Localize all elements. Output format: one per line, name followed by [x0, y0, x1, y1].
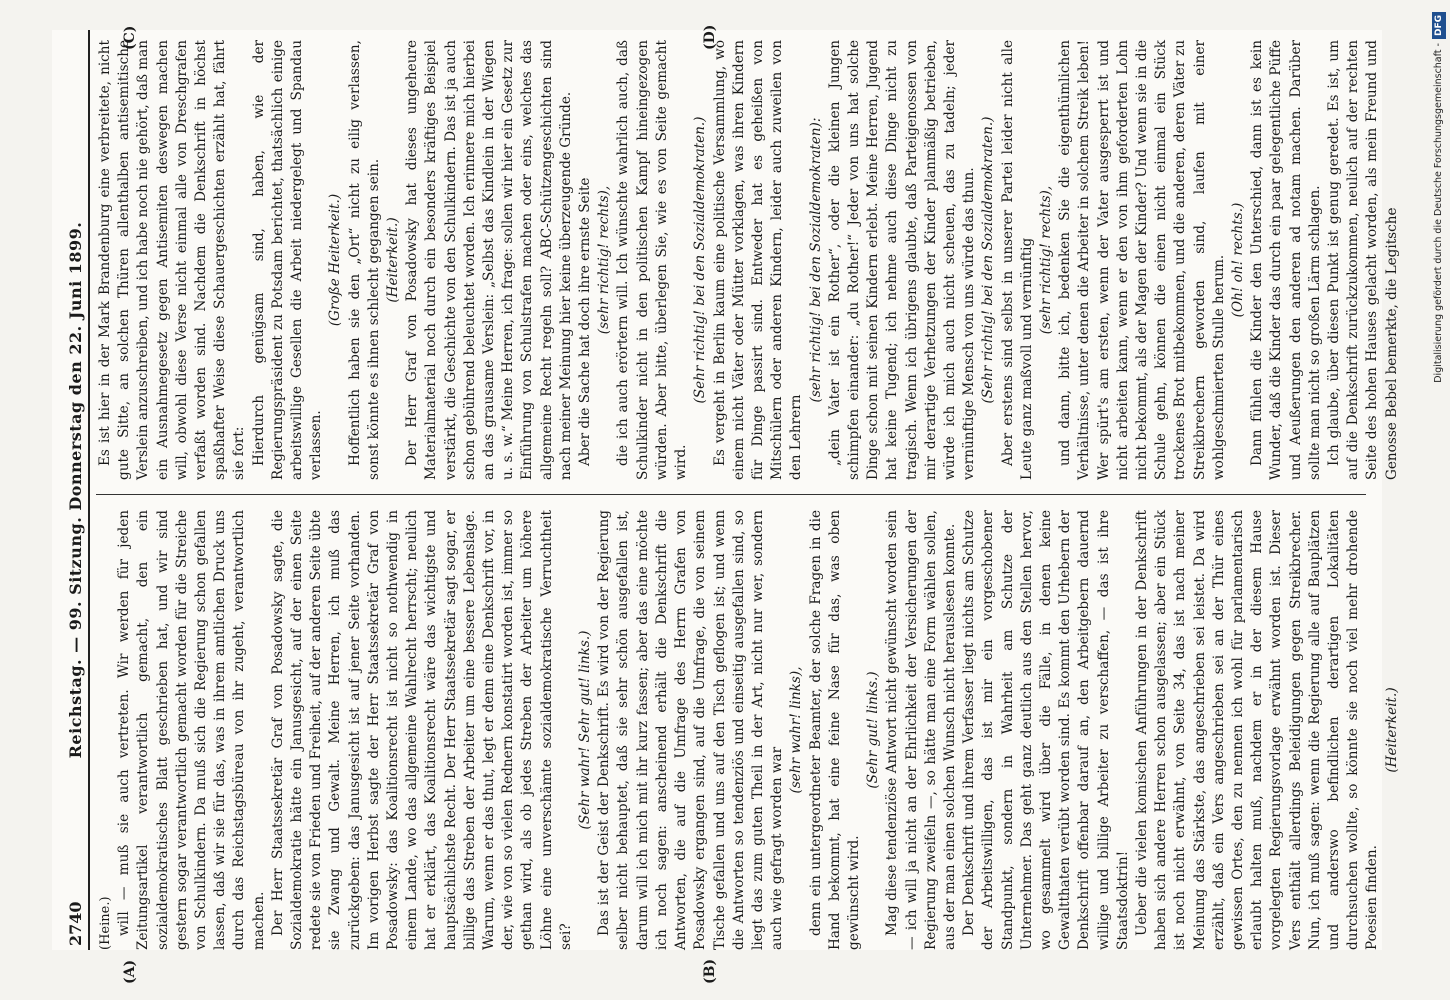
- interjection: (sehr wahr! links),: [788, 666, 805, 794]
- paragraph: Aber erstens sind selbst in unserer Partei leider nicht alle Leute ganz maßvoll und vernünftig: [999, 40, 1035, 480]
- paragraph: Dann fühlen die Kinder den Unterschied, dann ist es kein Wunder, daß die Kinder das durch ein paar gelegentliche Püffe und Aeußerungen den anderen ad notam machen. Darüber sollte man nicht so großen Lärm schlagen.: [1249, 40, 1323, 480]
- paragraph: Es ist hier in der Mark Brandenburg eine verbreitete, nicht gute Sitte, an solchen Thüren allenthalben antisemitische Verslein anzuschreiben, und ich habe noch nie gehört, daß man ein Ausnahmegesetz gegen Antisemiten deswegen machen will, obwohl diese Verse nicht einmal alle von Dreschgrafen verfaßt worden sind. Nachdem die Denkschrift in höchst spaßhafter Weise diese Schauergeschichten erzählt hat, fährt sie fort:: [97, 40, 248, 480]
- interjection: (Heiterkeit.): [385, 217, 402, 303]
- digitization-text: Digitalisierung gefördert durch die Deutsche Forschungsgemeinschaft -: [1433, 43, 1444, 383]
- paragraph: Der Herr Staatssekretär Graf von Posadowsky sagte, die Sozialdemokratie hätte ein Janusgesicht, auf der einen Seite redete sie von Frieden und Freiheit, auf der anderen Seite übte sie Zwang und Gewalt. Meine Herren, ich muß das zurückgeben: das Janusgesicht ist auf jener Seite vorhanden. Im vorigen Herbst sagte der Herr Staatssekretär Graf von Posadowsky: das Koalitionsrecht ist nicht so nothwendig in einem Lande, wo das allgemeine Wahlrecht herrscht; neulich hat er erklärt, das Koalitionsrecht wäre das wichtigste und hauptsächlichste Recht. Der Herr Staatssekretär sagt sogar, er billige das Streben der Arbeiter um eine bessere Lebenslage. Warum, wenn er das thut, legt er denn eine Denkschrift vor, in der, wie von so vielen Rednern konstatirt worden ist, immer so gethan wird, als ob jedes Streben der Arbeiter um höhere Löhne eine unverschämte sozialdemokratische Verruchtheit sei?: [269, 510, 574, 950]
- paragraph: Der Herr Graf von Posadowsky hat dieses ungeheure Materialmaterial noch durch ein besonders kräftiges Beispiel verstärkt, die Geschichte von den Schulkindern. Das ist ja auch schon gebührend beleuchtet worden. Ich erinnere mich hierbei an das grausame Verslein: „Selbst das Kindlein in der Wiegen u. s. w.“ Meine Herren, ich frage: sollen wir hier ein Gesetz zur Einführung von Schulstrafen machen oder eins, welches das allgemeine Recht regeln soll? ABC-Schützengeschichten sind nach meiner Meinung hier keine überzeugende Gründe.: [404, 40, 574, 480]
- margin-marker-d: (D): [702, 24, 718, 50]
- paragraph: Ueber die vielen komischen Anführungen in der Denkschrift haben sich andere Herren schon ausgelassen; aber ein Stück ist noch nicht erwähnt, von Seite 34, das ist nach meiner Meinung das Stärkste, das angeschrieben sei leistet. Da wird erzählt, daß ein Vers angeschrieben sei an der Thür eines gewissen Ortes, den zu nennen ich wohl für parlamentarisch erlaubt halten muß, nachdem er in der diesem Hause vorgelegten Regierungsvorlage erwähnt worden ist. Dieser Vers enthält allerdings Beleidigungen gegen Streikbrecher. Nun, ich muß sagen: wenn die Regierung alle auf Bauplätzen und anderswo befindlichen derartigen Lokalitäten durchsuchen wollte, so könnte sie noch viel mehr drohende Poesien finden.: [1133, 510, 1381, 950]
- paragraph: Hoffentlich haben sie den „Ort“ nicht zu eilig verlassen, sonst könnte es ihnen schlecht gegangen sein.: [346, 40, 382, 480]
- interjection: (Sehr richtig! bei den Sozialdemokraten.): [692, 116, 709, 404]
- page-header: [52, 30, 92, 950]
- paragraph: die ich auch erörtern will. Ich wünschte wahrlich auch, daß Schulkinder nicht in den politischen Kampf hineingezogen würden. Aber bitte, überlegen Sie, wie es von Seite gemacht wird.: [615, 40, 690, 480]
- interjection: (sehr richtig! rechts),: [1037, 185, 1054, 335]
- running-title: Reichstag. — 99. Sitzung. Donnerstag den 22. Juni 1899.: [66, 221, 85, 759]
- paragraph: Ich glaube, über diesen Punkt ist genug geredet. Es ist, um auf die Denkschrift zurückzukommen, neulich auf der rechten Seite des hohen Hauses gelacht worden, als mein Freund und Genosse Bebel bemerkte, die Legitsche: [1326, 40, 1400, 480]
- paragraph: und dann, bitte ich, bedenken Sie die eigenthümlichen Verhältnisse, unter denen die Arbeiter in solchem Streik leben! Wer spürt's am ersten, wenn der Vater ausgesperrt ist und nicht arbeiten kann, wenn er den von ihm geforderten Lohn nicht bekommt, als der Magen der Kinder? Und wenn sie in die Schule gehn, können die einen nicht einmal ein Stück trockenes Brot mitbekommen, und die anderen, deren Väter zu Streikbrechern geworden sind, laufen mit einer wohlgeschmierten Stulle herum.: [1057, 40, 1227, 480]
- interjection: (Sehr wahr! Sehr gut! links.): [577, 630, 594, 830]
- interjection: (Große Heiterkeit.): [327, 193, 344, 327]
- margin-marker-a: (A): [122, 959, 138, 984]
- paragraph: denn ein untergeordneter Beamter, der solche Fragen in die Hand bekommt, hat eine feine Nase für das, was oben gewünscht wird.: [807, 510, 862, 950]
- interjection: (Sehr richtig! bei den Sozialdemokraten.): [980, 116, 997, 404]
- digitization-note: [1410, 8, 1444, 992]
- dfg-logo: DFG: [1432, 12, 1446, 39]
- header-rule: [88, 30, 90, 950]
- paragraph: Aber die Sache hat doch ihre ernste Seite: [577, 177, 594, 466]
- paragraph: Der Denkschrift und ihrem Verfasser liegt nichts am Schutze der Arbeitswilligen, das ist mir ein vorgeschobener Standpunkt, sondern in Wahrheit am Schutze der Unternehmer. Das geht ganz deutlich aus den Stellen hervor, wo gesammelt wird über die Fälle, in denen keine Gewaltthaten verübt worden sind. Es kommt den Urhebern der Denkschrift offenbar darauf an, den Arbeitgebern dauernd willige und billige Arbeiter zu verschaffen, — das ist ihre Staatsdoktrin!: [961, 510, 1131, 950]
- interjection: (sehr richtig! rechts),: [596, 185, 613, 335]
- left-column: [96, 510, 1400, 950]
- paragraph: Es vergeht in Berlin kaum eine politische Versammlung, wo einem nicht Väter oder Mütter vorklagen, was ihren Kindern für Dinge passirt sind. Entweder hat es geheißen von Mitschülern oder anderen Kindern, leider auch zuweilen von den Lehrern: [711, 40, 805, 480]
- margin-marker-b: (B): [702, 958, 718, 984]
- paragraph: Das ist der Geist der Denkschrift. Es wird von der Regierung selber nicht behauptet, daß sie sehr schön ausgefallen ist, darum will ich mich mit ihr kurz fassen; aber das eine möchte ich noch sagen: anscheinend erhält die Denkschrift die Antworten, die auf die Umfrage des Herrn Grafen von Posadowsky ergangen sind, auf die Umfrage, die von seinem Tische gefallen und uns auf den Tisch geflogen ist; und wenn die Antworten so tendenziös und einseitig ausgefallen sind, so liegt das zum guten Theil in der Art, nicht nur wer, sondern auch wie gefragt worden war: [596, 510, 786, 950]
- interjection: (Sehr gut! links.): [865, 671, 882, 789]
- page-number: 2740: [66, 901, 85, 946]
- interjection: (sehr richtig! bei den Sozialdemokraten):: [807, 117, 824, 403]
- right-column: [96, 40, 1400, 480]
- speaker-name: (Heine.): [98, 896, 113, 950]
- column-divider: [96, 494, 1366, 495]
- rotated-page: [52, 24, 1400, 984]
- paragraph: Hierdurch genügsam sind, haben, wie der Regierungspräsident zu Potsdam berichtet, thatsächlich einige arbeitswillige Gesellen die Arbeit niedergelegt und Spandau verlassen.: [250, 40, 325, 480]
- interjection: (Heiterkeit.): [1383, 687, 1400, 773]
- paragraph: will — muß sie auch vertreten. Wir werden für jeden Zeitungsartikel verantwortlich gemacht, den ein sozialdemokratisches Blatt geschrieben hat, und wir sind gestern sogar verantwortlich gemacht worden für die Streiche von Schulkindern. Da muß sich die Regierung schon gefallen lassen, daß wir sie für das, was in ihrem amtlichen Druck uns durch das Reichstagsbüreau von ihr zugeht, verantwortlich machen.: [116, 510, 267, 950]
- paragraph: „dein Vater ist ein Rother“, oder die kleinen Jungen schimpfen einander: „du Rother!“ Jeder von uns hat solche Dinge schon mit seinen Kindern erlebt. Meine Herren, Jugend hat keine Tugend; ich nehme auch diese Dinge nicht zu tragisch. Wenn ich übrigens glaubte, daß Parteigenossen von mir derartige Verhetzungen der Kinder planmäßig betrieben, würde ich mich auch nicht scheuen, das zu tadeln; jeder vernünftige Mensch von uns würde das thun.: [826, 40, 978, 480]
- interjection: (Oh! oh! rechts.): [1229, 202, 1246, 318]
- margin-marker-c: (C): [122, 25, 138, 50]
- paragraph: Mag diese tendenziöse Antwort nicht gewünscht worden sein — ich will ja nicht an der Ehrlichkeit der Versicherungen der Regierung zweifeln —, so hätte man eine Form wählen sollen, aus der man einen solchen Wunsch nicht herauslesen konnte.: [884, 510, 958, 950]
